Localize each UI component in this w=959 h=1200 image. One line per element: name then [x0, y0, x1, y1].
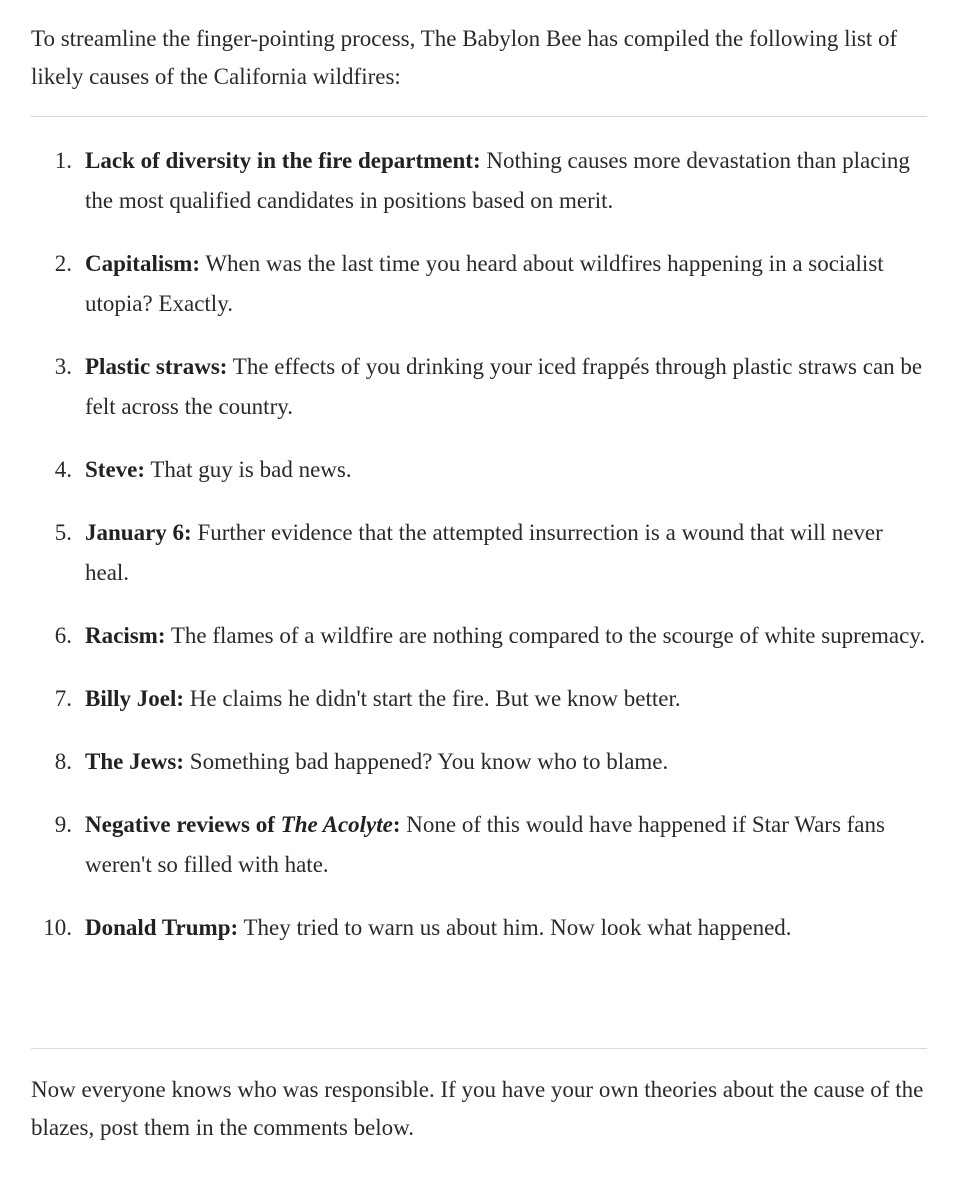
item-number: 7.: [54, 686, 72, 711]
item-number: 6.: [54, 623, 72, 648]
item-term: Lack of diversity in the fire department:: [85, 148, 481, 173]
list-item: [0, 244, 959, 324]
list-item: [0, 908, 959, 948]
item-term: Plastic straws:: [85, 354, 228, 379]
item-number: 2.: [54, 251, 72, 276]
item-term: The Jews:: [85, 749, 185, 774]
item-text: Nothing causes more devastation than placing the most qualified candidates in positions based on merit.: [85, 148, 910, 213]
intro-paragraph: To streamline the finger-pointing process, The Babylon Bee has compiled the following list of likely causes of the California wildfires:: [31, 26, 898, 89]
item-term: Donald Trump:: [85, 915, 239, 940]
item-number: 9.: [54, 812, 72, 837]
list-item: [0, 616, 959, 656]
item-term: Steve:: [85, 457, 146, 482]
item-text: That guy is bad news.: [145, 457, 352, 482]
bottom-divider: [31, 1048, 927, 1049]
list-item: [0, 513, 959, 593]
list-item: [0, 679, 959, 719]
item-text: The effects of you drinking your iced frappés through plastic straws can be felt across the country.: [85, 354, 923, 419]
item-term: [85, 812, 401, 837]
item-number: 3.: [54, 354, 72, 379]
item-term-suffix: :: [392, 812, 401, 837]
causes-list: [0, 141, 959, 971]
list-item: [0, 805, 959, 885]
item-term-italic: The Acolyte: [280, 812, 393, 837]
item-number: 1.: [54, 148, 72, 173]
item-term: January 6:: [85, 520, 192, 545]
item-text: They tried to warn us about him. Now look what happened.: [238, 915, 792, 940]
top-divider: [31, 116, 927, 117]
item-text: The flames of a wildfire are nothing compared to the scourge of white supremacy.: [165, 623, 926, 648]
item-number: 10.: [43, 915, 72, 940]
item-text: When was the last time you heard about wildfires happening in a socialist utopia? Exactly.: [85, 251, 884, 316]
list-item: [0, 347, 959, 427]
outro-paragraph: Now everyone knows who was responsible. If you have your own theories about the cause of the blazes, post them in the comments below.: [31, 1077, 924, 1140]
item-number: 5.: [54, 520, 72, 545]
item-number: 4.: [54, 457, 72, 482]
item-text: None of this would have happened if Star Wars fans weren't so filled with hate.: [85, 812, 885, 877]
item-text: He claims he didn't start the fire. But we know better.: [184, 686, 681, 711]
list-item: [0, 141, 959, 221]
item-term: Capitalism:: [85, 251, 200, 276]
item-term: Billy Joel:: [85, 686, 185, 711]
item-number: 8.: [54, 749, 72, 774]
list-item: [0, 742, 959, 782]
list-item: [0, 450, 959, 490]
item-term: Racism:: [85, 623, 166, 648]
item-text: Something bad happened? You know who to blame.: [184, 749, 669, 774]
item-text: Further evidence that the attempted insurrection is a wound that will never heal.: [85, 520, 883, 585]
item-term-prefix: Negative reviews of: [85, 812, 281, 837]
